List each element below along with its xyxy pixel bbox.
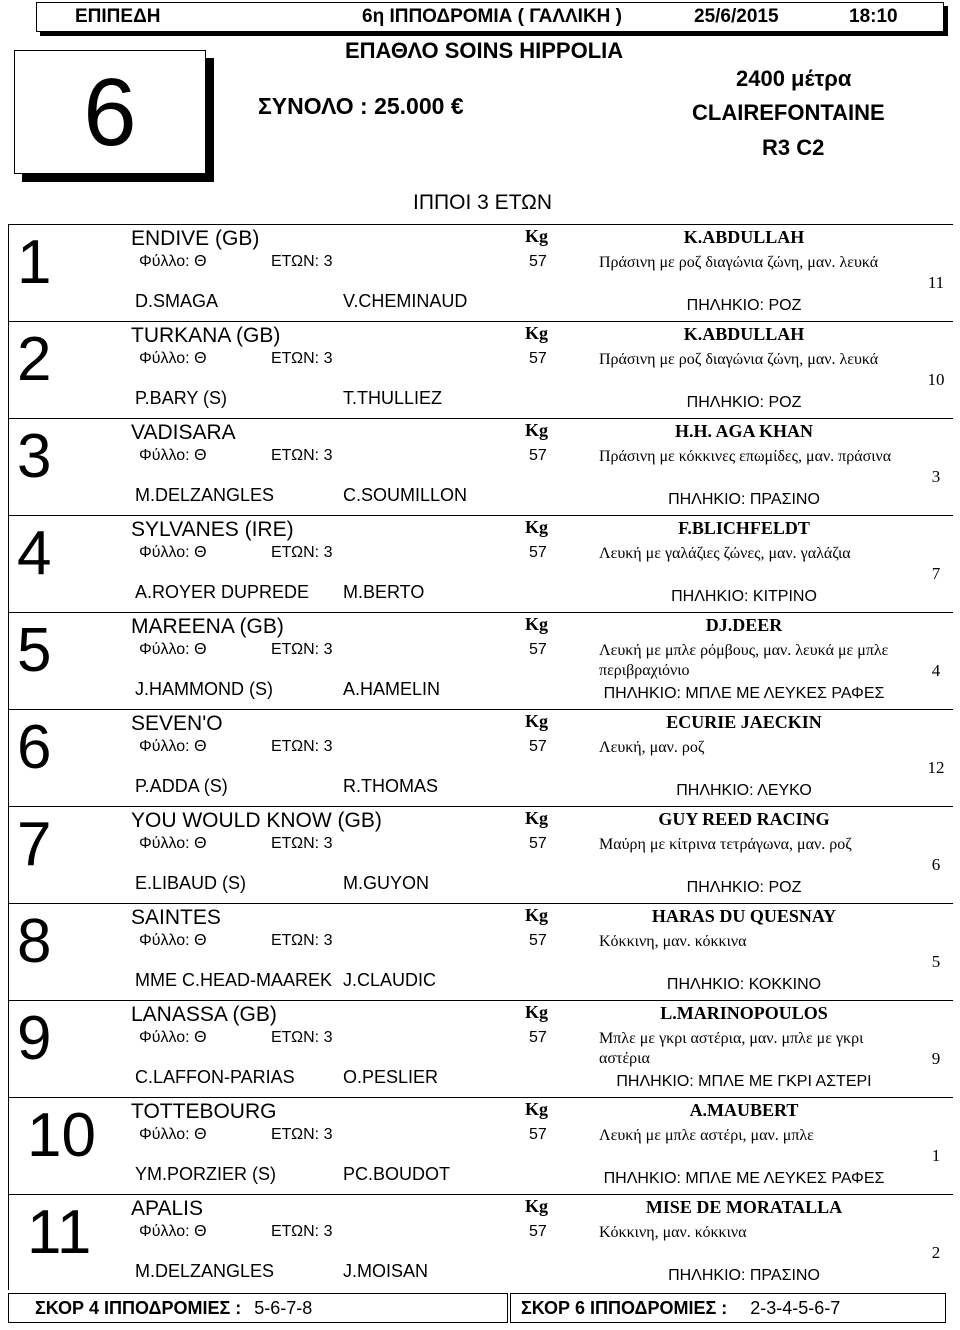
silks-description: Πράσινη με κόκκινες επωμίδες, μαν. πράσινα <box>599 448 892 465</box>
score4-box <box>8 1293 508 1323</box>
horse-age: ΕΤΩΝ: 3 <box>271 350 333 367</box>
entry-position: 4 <box>17 519 52 588</box>
owner-name: A.MAUBERT <box>689 1100 799 1120</box>
horse-sheet: Φύλλο: Θ <box>139 738 207 755</box>
jersey-color: ΠΗΛΗΚΙΟ: ΚΙΤΡΙΝΟ <box>671 588 817 605</box>
horse-name: APALIS <box>131 1197 203 1220</box>
entry-row <box>9 806 953 903</box>
horse-sheet: Φύλλο: Θ <box>139 544 207 561</box>
horse-age: ΕΤΩΝ: 3 <box>271 544 333 561</box>
kg-label: Kg <box>525 1196 549 1216</box>
jersey-color: ΠΗΛΗΚΙΟ: ΛΕΥΚΟ <box>676 782 812 799</box>
horse-sheet: Φύλλο: Θ <box>139 641 207 658</box>
race-code: R3 C2 <box>762 135 825 160</box>
jockey-name: M.DELZANGLES <box>135 1261 275 1281</box>
kg-value: 57 <box>529 641 547 658</box>
trainer-name: J.CLAUDIC <box>343 970 437 990</box>
entry-row <box>9 515 953 612</box>
kg-label: Kg <box>525 1099 549 1119</box>
kg-label: Kg <box>525 808 549 828</box>
score4-label: ΣΚΟΡ 4 ΙΠΠΟΔΡΟΜΙΕΣ : <box>35 1298 242 1318</box>
horse-name: MAREENA (GB) <box>131 615 284 638</box>
kg-value: 57 <box>529 932 547 949</box>
entry-row <box>9 1194 953 1291</box>
horse-age: ΕΤΩΝ: 3 <box>271 738 333 755</box>
horse-age: ΕΤΩΝ: 3 <box>271 835 333 852</box>
entry-position: 9 <box>17 1004 52 1073</box>
trainer-name: T.THULLIEZ <box>343 388 443 408</box>
race-number-box <box>14 50 206 174</box>
horse-name: VADISARA <box>131 421 236 444</box>
jersey-color: ΠΗΛΗΚΙΟ: ΜΠΛΕ ΜΕ ΛΕΥΚΕΣ ΡΑΦΕΣ <box>603 1170 885 1187</box>
draw-number: 10 <box>927 370 945 389</box>
jersey-color: ΠΗΛΗΚΙΟ: ΠΡΑΣΙΝΟ <box>668 1267 820 1284</box>
horse-name: TURKANA (GB) <box>131 324 281 347</box>
kg-value: 57 <box>529 350 547 367</box>
horse-age: ΕΤΩΝ: 3 <box>271 641 333 658</box>
entry-row <box>9 418 953 515</box>
draw-number: 6 <box>931 855 941 874</box>
silks-description: Μαύρη με κίτρινα τετράγωνα, μαν. ροζ <box>599 836 852 853</box>
header-bar <box>36 2 944 32</box>
owner-name: MISE DE MORATALLA <box>645 1197 843 1217</box>
horse-age: ΕΤΩΝ: 3 <box>271 1126 333 1143</box>
trainer-name: J.MOISAN <box>343 1261 429 1281</box>
race-distance: 2400 μέτρα <box>736 66 852 91</box>
trainer-name: A.HAMELIN <box>343 679 441 699</box>
silks-description: Πράσινη με ροζ διαγώνια ζώνη, μαν. λευκά <box>599 351 879 368</box>
horse-name: TOTTEBOURG <box>131 1100 277 1123</box>
silks-description: Λευκή με μπλε αστέρι, μαν. μπλε <box>599 1127 814 1144</box>
horse-age: ΕΤΩΝ: 3 <box>271 253 333 270</box>
race-venue: CLAIREFONTAINE <box>692 100 885 125</box>
jockey-name: P.ADDA (S) <box>135 776 228 796</box>
race-label: 6η ΙΠΠΟΔΡΟΜΙΑ ( ΓΑΛΛΙΚΗ ) <box>362 6 623 27</box>
horse-sheet: Φύλλο: Θ <box>139 253 207 270</box>
jockey-name: P.BARY (S) <box>135 388 228 408</box>
entry-row <box>9 903 953 1000</box>
draw-number: 4 <box>931 661 941 680</box>
entries-list <box>8 224 952 1290</box>
draw-number: 12 <box>927 758 945 777</box>
silks-description: Πράσινη με ροζ διαγώνια ζώνη, μαν. λευκά <box>599 254 879 271</box>
race-category: ΙΠΠΟΙ 3 ΕΤΩΝ <box>413 191 553 214</box>
horse-name: ENDIVE (GB) <box>131 227 260 250</box>
kg-value: 57 <box>529 544 547 561</box>
owner-name: ECURIE JAECKIN <box>666 712 822 732</box>
jockey-name: M.DELZANGLES <box>135 485 275 505</box>
owner-name: DJ.DEER <box>705 615 783 635</box>
entry-position: 2 <box>17 325 52 394</box>
jersey-color: ΠΗΛΗΚΙΟ: ΡΟΖ <box>686 297 802 314</box>
race-number: 6 <box>83 59 137 166</box>
jockey-name: A.ROYER DUPREDE <box>135 582 310 602</box>
horse-sheet: Φύλλο: Θ <box>139 447 207 464</box>
owner-name: HARAS DU QUESNAY <box>651 906 837 926</box>
horse-age: ΕΤΩΝ: 3 <box>271 932 333 949</box>
horse-sheet: Φύλλο: Θ <box>139 350 207 367</box>
trainer-name: C.SOUMILLON <box>343 485 468 505</box>
horse-name: LANASSA (GB) <box>131 1003 277 1026</box>
kg-value: 57 <box>529 1029 547 1046</box>
trainer-name: M.BERTO <box>343 582 425 602</box>
trainer-name: V.CHEMINAUD <box>343 291 468 311</box>
kg-label: Kg <box>525 323 549 343</box>
jersey-color: ΠΗΛΗΚΙΟ: ΡΟΖ <box>686 394 802 411</box>
entry-position: 3 <box>17 422 52 491</box>
trainer-name: R.THOMAS <box>343 776 439 796</box>
entry-row <box>9 612 953 709</box>
horse-age: ΕΤΩΝ: 3 <box>271 447 333 464</box>
horse-sheet: Φύλλο: Θ <box>139 1126 207 1143</box>
draw-number: 3 <box>931 467 941 486</box>
entry-row <box>9 321 953 418</box>
draw-number: 1 <box>931 1146 941 1165</box>
horse-sheet: Φύλλο: Θ <box>139 1223 207 1240</box>
jockey-name: E.LIBAUD (S) <box>135 873 247 893</box>
entry-position: 1 <box>17 228 52 297</box>
jersey-color: ΠΗΛΗΚΙΟ: ΠΡΑΣΙΝΟ <box>668 491 820 508</box>
owner-name: K.ABDULLAH <box>683 324 805 344</box>
silks-description: Κόκκινη, μαν. κόκκινα <box>599 1224 747 1241</box>
horse-age: ΕΤΩΝ: 3 <box>271 1029 333 1046</box>
score6-value: 2-3-4-5-6-7 <box>750 1298 841 1318</box>
trainer-name: PC.BOUDOT <box>343 1164 451 1184</box>
horse-name: SYLVANES (IRE) <box>131 518 294 541</box>
kg-label: Kg <box>525 614 549 634</box>
race-time: 18:10 <box>849 6 898 27</box>
entry-row <box>9 709 953 806</box>
kg-value: 57 <box>529 447 547 464</box>
entry-position: 8 <box>17 907 52 976</box>
score6-box <box>510 1293 946 1323</box>
draw-number: 5 <box>931 952 941 971</box>
silks-description: Λευκή με γαλάζιες ζώνες, μαν. γαλάζια <box>599 545 851 562</box>
jersey-color: ΠΗΛΗΚΙΟ: ΡΟΖ <box>686 879 802 896</box>
prize-name: ΕΠΑΘΛΟ SOINS HIPPOLIA <box>345 38 624 63</box>
owner-name: K.ABDULLAH <box>683 227 805 247</box>
jockey-name: C.LAFFON-PARIAS <box>135 1067 295 1087</box>
kg-value: 57 <box>529 738 547 755</box>
trainer-name: M.GUYON <box>343 873 430 893</box>
horse-sheet: Φύλλο: Θ <box>139 932 207 949</box>
entry-row <box>9 224 953 321</box>
draw-number: 11 <box>927 273 945 292</box>
draw-number: 7 <box>931 564 941 583</box>
kg-value: 57 <box>529 1223 547 1240</box>
kg-label: Kg <box>525 420 549 440</box>
horse-name: YOU WOULD KNOW (GB) <box>131 809 382 832</box>
owner-name: F.BLICHFELDT <box>678 518 810 538</box>
kg-value: 57 <box>529 1126 547 1143</box>
kg-label: Kg <box>525 711 549 731</box>
kg-value: 57 <box>529 253 547 270</box>
entry-position: 6 <box>17 713 52 782</box>
score6-label: ΣΚΟΡ 6 ΙΠΠΟΔΡΟΜΙΕΣ : <box>521 1298 728 1318</box>
silks-description: Λευκή, μαν. ροζ <box>599 739 705 756</box>
entry-position: 5 <box>17 616 52 685</box>
jockey-name: YM.PORZIER (S) <box>135 1164 277 1184</box>
horse-sheet: Φύλλο: Θ <box>139 835 207 852</box>
horse-name: SAINTES <box>131 906 221 929</box>
silks-description: Λευκή με μπλε ρόμβους, μαν. λευκά με μπλε περιβραχιόνιο <box>599 642 889 679</box>
jersey-color: ΠΗΛΗΚΙΟ: ΚΟΚΚΙΝΟ <box>666 976 822 993</box>
track-type: ΕΠΙΠΕΔΗ <box>75 6 161 27</box>
kg-label: Kg <box>525 517 549 537</box>
silks-description: Κόκκινη, μαν. κόκκινα <box>599 933 747 950</box>
trainer-name: O.PESLIER <box>343 1067 439 1087</box>
entry-position: 7 <box>17 810 52 879</box>
prize-total: ΣΥΝΟΛΟ : 25.000 € <box>258 93 464 119</box>
jersey-color: ΠΗΛΗΚΙΟ: ΜΠΛΕ ΜΕ ΛΕΥΚΕΣ ΡΑΦΕΣ <box>603 685 885 702</box>
kg-label: Kg <box>525 226 549 246</box>
entry-row <box>9 1000 953 1097</box>
score4-value: 5-6-7-8 <box>254 1298 313 1318</box>
kg-label: Kg <box>525 1002 549 1022</box>
owner-name: H.H. AGA KHAN <box>674 421 813 441</box>
entry-position: 11 <box>27 1198 92 1267</box>
draw-number: 2 <box>931 1243 941 1262</box>
owner-name: GUY REED RACING <box>658 809 830 829</box>
silks-description: Μπλε με γκρι αστέρια, μαν. μπλε με γκρι αστέρια <box>599 1030 864 1067</box>
owner-name: L.MARINOPOULOS <box>660 1003 828 1023</box>
horse-name: SEVEN'O <box>131 712 223 735</box>
draw-number: 9 <box>931 1049 941 1068</box>
jockey-name: MME C.HEAD-MAAREK <box>135 970 333 990</box>
entry-position: 10 <box>27 1101 96 1170</box>
kg-value: 57 <box>529 835 547 852</box>
horse-sheet: Φύλλο: Θ <box>139 1029 207 1046</box>
kg-label: Kg <box>525 905 549 925</box>
race-date: 25/6/2015 <box>694 6 779 27</box>
jockey-name: D.SMAGA <box>135 291 219 311</box>
jersey-color: ΠΗΛΗΚΙΟ: ΜΠΛΕ ΜΕ ΓΚΡΙ ΑΣΤΕΡΙ <box>616 1073 872 1090</box>
jockey-name: J.HAMMOND (S) <box>135 679 273 699</box>
horse-age: ΕΤΩΝ: 3 <box>271 1223 333 1240</box>
entry-row <box>9 1097 953 1194</box>
